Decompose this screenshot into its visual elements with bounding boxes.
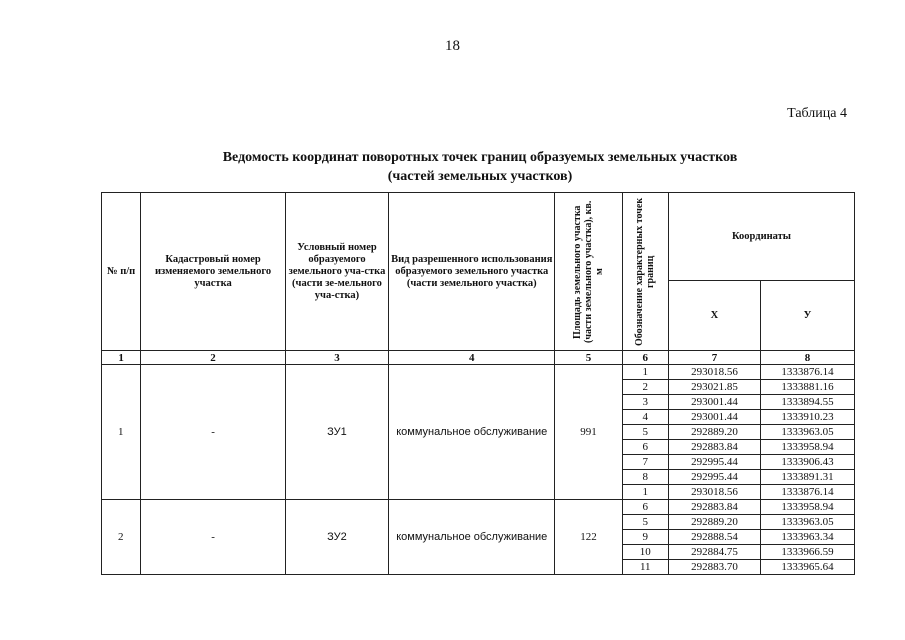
coord-x: 293001.44	[669, 410, 761, 425]
coord-x: 293018.56	[669, 365, 761, 380]
document-title	[0, 148, 905, 186]
table-row	[102, 500, 855, 515]
title-line-1: Ведомость координат поворотных точек границ образуемых земельных участков	[222, 150, 738, 165]
coord-y: 1333965.64	[760, 560, 854, 575]
point-id: 4	[622, 410, 668, 425]
coord-x: 292884.75	[669, 545, 761, 560]
coord-y: 1333906.43	[760, 455, 854, 470]
coord-y: 1333894.55	[760, 395, 854, 410]
coord-y: 1333876.14	[760, 365, 854, 380]
coordinates-table	[101, 192, 855, 575]
column-number: 1	[102, 351, 141, 365]
header-cadastral: Кадастровый номер изменяемого земельного участка	[141, 193, 286, 351]
coord-y: 1333963.05	[760, 515, 854, 530]
coord-x: 292888.54	[669, 530, 761, 545]
column-number: 6	[622, 351, 668, 365]
coord-y: 1333963.05	[760, 425, 854, 440]
header-usage: Вид разрешенного использования образуемого земельного участка (части земельного участка)	[389, 193, 555, 351]
header-conditional: Условный номер образуемого земельного уча-стка (части зе-мельного уча-стка)	[285, 193, 388, 351]
point-id: 9	[622, 530, 668, 545]
point-id: 6	[622, 500, 668, 515]
header-area-cell	[555, 193, 622, 351]
point-id: 10	[622, 545, 668, 560]
point-id: 1	[622, 485, 668, 500]
header-x: Х	[669, 281, 761, 351]
coord-y: 1333966.59	[760, 545, 854, 560]
coord-y: 1333891.31	[760, 470, 854, 485]
plot-cadastral: -	[141, 500, 286, 575]
column-number: 8	[760, 351, 854, 365]
coord-x: 292995.44	[669, 455, 761, 470]
coord-x: 292889.20	[669, 515, 761, 530]
coord-y: 1333963.34	[760, 530, 854, 545]
point-id: 8	[622, 470, 668, 485]
point-id: 5	[622, 425, 668, 440]
header-y: У	[760, 281, 854, 351]
coord-x: 292883.84	[669, 440, 761, 455]
coord-x: 293018.56	[669, 485, 761, 500]
plot-cadastral: -	[141, 365, 286, 500]
coord-y: 1333876.14	[760, 485, 854, 500]
point-id: 6	[622, 440, 668, 455]
plot-num: 2	[102, 500, 141, 575]
column-number: 5	[555, 351, 622, 365]
plot-area: 122	[555, 500, 622, 575]
column-number: 4	[389, 351, 555, 365]
header-num: № п/п	[102, 193, 141, 351]
point-id: 3	[622, 395, 668, 410]
coord-x: 292883.84	[669, 500, 761, 515]
coord-y: 1333958.94	[760, 440, 854, 455]
header-area: Площадь земельного участка (части земельного участка), кв. м	[571, 200, 605, 343]
plot-num: 1	[102, 365, 141, 500]
plot-conditional: ЗУ2	[285, 500, 388, 575]
column-number: 2	[141, 351, 286, 365]
coord-y: 1333881.16	[760, 380, 854, 395]
coord-x: 293001.44	[669, 395, 761, 410]
point-id: 11	[622, 560, 668, 575]
coord-x: 293021.85	[669, 380, 761, 395]
column-number-row	[102, 351, 855, 365]
coord-x: 292883.70	[669, 560, 761, 575]
plot-usage: коммунальное обслуживание	[389, 500, 555, 575]
column-number: 7	[669, 351, 761, 365]
plot-usage: коммунальное обслуживание	[389, 365, 555, 500]
header-points: Обозначение характерных точек границ	[634, 197, 657, 346]
title-line-2: (частей земельных участков)	[387, 169, 573, 184]
point-id: 1	[622, 365, 668, 380]
table-label: Таблица 4	[787, 106, 847, 121]
coord-x: 292889.20	[669, 425, 761, 440]
page-number: 18	[445, 38, 460, 54]
point-id: 7	[622, 455, 668, 470]
column-number: 3	[285, 351, 388, 365]
coord-x: 292995.44	[669, 470, 761, 485]
coord-y: 1333910.23	[760, 410, 854, 425]
coord-y: 1333958.94	[760, 500, 854, 515]
point-id: 5	[622, 515, 668, 530]
header-coords: Координаты	[669, 193, 855, 281]
header-points-cell	[622, 193, 668, 351]
plot-area: 991	[555, 365, 622, 500]
point-id: 2	[622, 380, 668, 395]
plot-conditional: ЗУ1	[285, 365, 388, 500]
table-row	[102, 365, 855, 380]
